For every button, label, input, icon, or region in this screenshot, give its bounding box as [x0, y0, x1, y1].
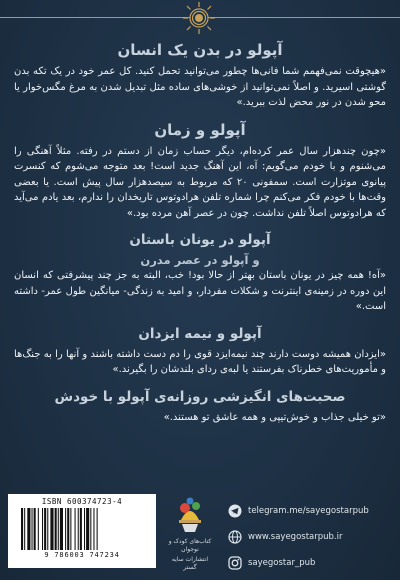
section-quote: «ایزدان همیشه دوست دارند چند نیمه‌ایزد قوی را دم دست داشته باشند و آنها را به جنگ‌ها و مأموریت‌های خطرناک بفرستند یا لبه‌ی ردای بلندشان را بگیرند.»: [14, 348, 386, 375]
section-quote: «آه! همه چیز در یونان باستان بهتر از حالا بود! خب، البته به جز چند پیشرفتی که انسان این دوره در زمینه‌ی اینترنت و شکلات مفردار، و امید به زندگی- میانگین طول عمر- داشته است.»: [14, 270, 386, 312]
publisher-logo-text: کتاب‌های کودک و نوجوان: [168, 538, 212, 553]
contact-website[interactable]: [218, 530, 388, 544]
globe-icon: [228, 530, 242, 544]
barcode-box: [8, 494, 156, 568]
section-subtitle: و آپولو در عصر مدرن: [140, 253, 260, 267]
contact-telegram[interactable]: [218, 504, 388, 518]
instagram-icon: [228, 556, 242, 570]
section-quote: «تو خیلی جذاب و خوش‌تیپی و همه عاشق تو هستند.»: [163, 411, 386, 423]
contact-text: telegram.me/sayegostarpub: [248, 506, 369, 516]
section-title: صحبت‌های انگیزشی روزانه‌ی آپولو با خودش: [54, 388, 346, 405]
publisher-block: [165, 494, 215, 572]
section-title: آپولو و نیمه ایزدان: [138, 325, 262, 342]
section-apollo-demigods: [14, 326, 386, 378]
section-apollo-ancient-greece: [14, 232, 386, 315]
section-title: آپولو در یونان باستان: [129, 232, 271, 248]
cover-footer: [0, 494, 400, 580]
sun-emblem-icon: [178, 0, 220, 36]
contact-list: [218, 504, 388, 580]
section-title: آپولو در بدن یک انسان: [117, 41, 283, 59]
contact-text: www.sayegostarpub.ir: [248, 532, 343, 542]
telegram-icon: [228, 504, 242, 518]
section-apollo-human-body: [14, 42, 386, 111]
contact-instagram[interactable]: [218, 556, 388, 570]
contact-text: sayegostar_pub: [248, 558, 316, 568]
section-apollo-time: [14, 122, 386, 222]
back-cover-text: [14, 42, 386, 436]
publisher-logo-icon: [173, 494, 207, 534]
barcode-digits: 9 786003 747234: [44, 551, 120, 559]
section-apollo-self-talk: [14, 389, 386, 426]
barcode-icon: [17, 508, 147, 550]
section-quote: «هیچوقت نمی‌فهمم شما فانی‌ها چطور می‌توانید تحمل کنید. کل عمر خود در یک تکه بدن گوشتی اسیرید. و اصلاً نمی‌توانید از خوشی‌های ساده مثل تبدیل شدن به مرغ مگس‌خوار یا محو شدن در نور محض لذت ببرید.»: [14, 66, 386, 108]
section-quote: «چون چندهزار سال عمر کرده‌ام، دیگر حساب زمان از دستم در رفته. مثلاً آهنگی را می‌شنوم و با خودم می‌گویم: آه، این آهنگ جدید است! بعد متوجه می‌شوم که کنسرت پیانوی موتزارت است. سمفونی ۲۰ که مربوط به سیصدهزار سال پیش است. یا بعضی وقت‌ها با خودم فکر می‌کنم چرا شماره تلفن هرادوتوس تاریخدان را ندارم، بعد یادم می‌آید که هرادوتوس اصلاً تلفن نداشت. چون در عصر آهن مرده بود.»: [14, 145, 386, 219]
publisher-name: انتشارات سایه گستر: [171, 556, 209, 571]
section-title: آپولو و زمان: [154, 120, 246, 139]
isbn-text: ISBN 600374723-4: [41, 497, 123, 506]
